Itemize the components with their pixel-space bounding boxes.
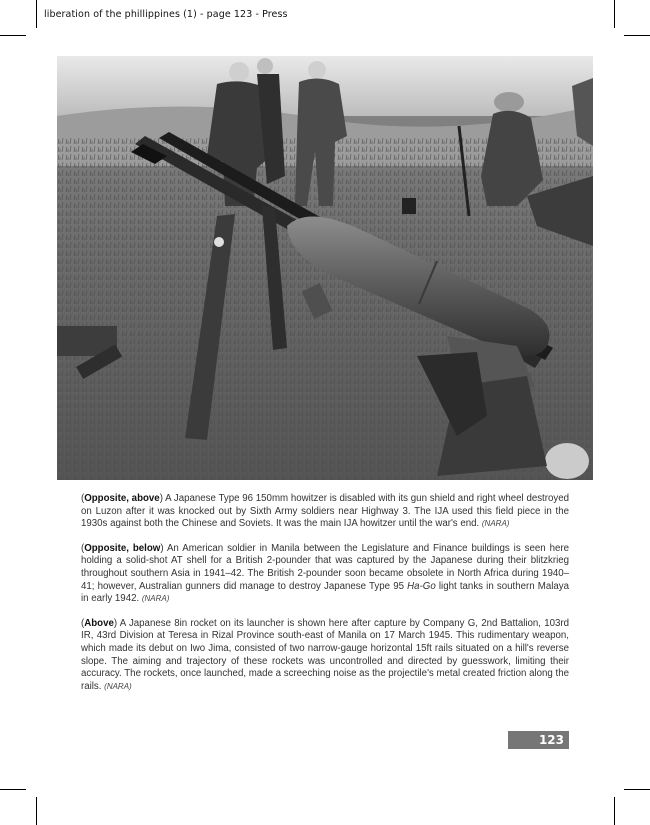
- running-header: liberation of the phillippines (1) - page 123 - Press: [44, 9, 288, 20]
- caption-lead: Above: [84, 617, 114, 629]
- caption-body-end: light tanks in southern Malaya in early 1942.: [81, 580, 570, 605]
- crop-mark-top-left-h: [0, 35, 26, 36]
- caption-body: An American soldier in Manila between the Legislature and Finance buildings is seen here holding a solid-shot AT shell for a British 2-pounder that was captured by the Japanese during their blitzkrieg throughout southern Asia in 1941–42. The British 2-pounder soon became obsolete in North Africa during 1940–41; however, Australian gunners did manage to destroy Japanese Type 95: [81, 542, 569, 592]
- caption-body: A Japanese 8in rocket on its launcher is shown here after capture by Company G, 2nd Battalion, 103rd IR, 43rd Division at Teresa in Rizal Province south-east of Manila on 17 March 1945. This rudimentary weapon, which made its debut on Iwo Jima, consisted of two narrow-gauge horizontal 15ft rails situated on a hill's reverse slope. The aiming and trajectory of these rockets was uncontrolled and directed by guesswork, limiting their accuracy. The rockets, once launched, made a screeching noise as the projectile's metal created friction along the rails.: [81, 617, 569, 692]
- caption-opposite-above: (Opposite, above) A Japanese Type 96 150mm howitzer is disabled with its gun shield and right wheel destroyed on Luzon after it was knocked out by Sixth Army soldiers near Highway 3. The IJA used this field piece in the 1930s against both the Chinese and Soviets. It was the main IJA howitzer until the war's end. (NARA): [81, 493, 569, 530]
- crop-mark-bottom-left-v: [36, 797, 37, 825]
- photo-credit: (NARA): [481, 519, 510, 529]
- crop-mark-top-left-v: [36, 0, 37, 28]
- crop-mark-bottom-right-h: [624, 789, 650, 790]
- photo-credit: (NARA): [104, 681, 132, 691]
- photo-credit: (NARA): [141, 594, 170, 604]
- caption-lead: Opposite, below: [84, 542, 161, 554]
- photo-rocket-launcher: [57, 56, 593, 480]
- caption-lead: Opposite, above: [84, 493, 160, 504]
- crop-mark-bottom-left-h: [0, 789, 26, 790]
- photo-illustration: [57, 56, 593, 480]
- page-number: 123: [508, 731, 569, 749]
- caption-italic-term: Ha-Go: [407, 580, 436, 592]
- crop-mark-bottom-right-v: [614, 797, 615, 825]
- crop-mark-top-right-v: [614, 0, 615, 28]
- caption-above: (Above) A Japanese 8in rocket on its launcher is shown here after capture by Company G, 2nd Battalion, 103rd IR, 43rd Division at Teresa in Rizal Province south-east of Manila on 17 March 1945. This rudimentary weapon, which made its debut on Iwo Jima, consisted of two narrow-gauge horizontal 15ft rails situated on a hill's reverse slope. The aiming and trajectory of these rockets was uncontrolled and directed by guesswork, limiting their accuracy. The rockets, once launched, made a screeching noise as the projectile's metal created friction along the rails. (NARA): [81, 617, 569, 692]
- caption-opposite-below: (Opposite, below) An American soldier in Manila between the Legislature and Finance buildings is seen here holding a solid-shot AT shell for a British 2-pounder that was captured by the Japanese during their blitzkrieg throughout southern Asia in 1941–42. The British 2-pounder soon became obsolete in North Africa during 1940–41; however, Australian gunners did manage to destroy Japanese Type 95 Ha-Go light tanks in southern Malaya in early 1942. (NARA): [81, 542, 570, 605]
- caption-block: [81, 493, 569, 705]
- caption-body: A Japanese Type 96 150mm howitzer is disabled with its gun shield and right wheel destroyed on Luzon after it was knocked out by Sixth Army soldiers near Highway 3. The IJA used this field piece in the 1930s against both the Chinese and Soviets. It was the main IJA howitzer until the war's end.: [81, 493, 569, 530]
- crop-mark-top-right-h: [624, 35, 650, 36]
